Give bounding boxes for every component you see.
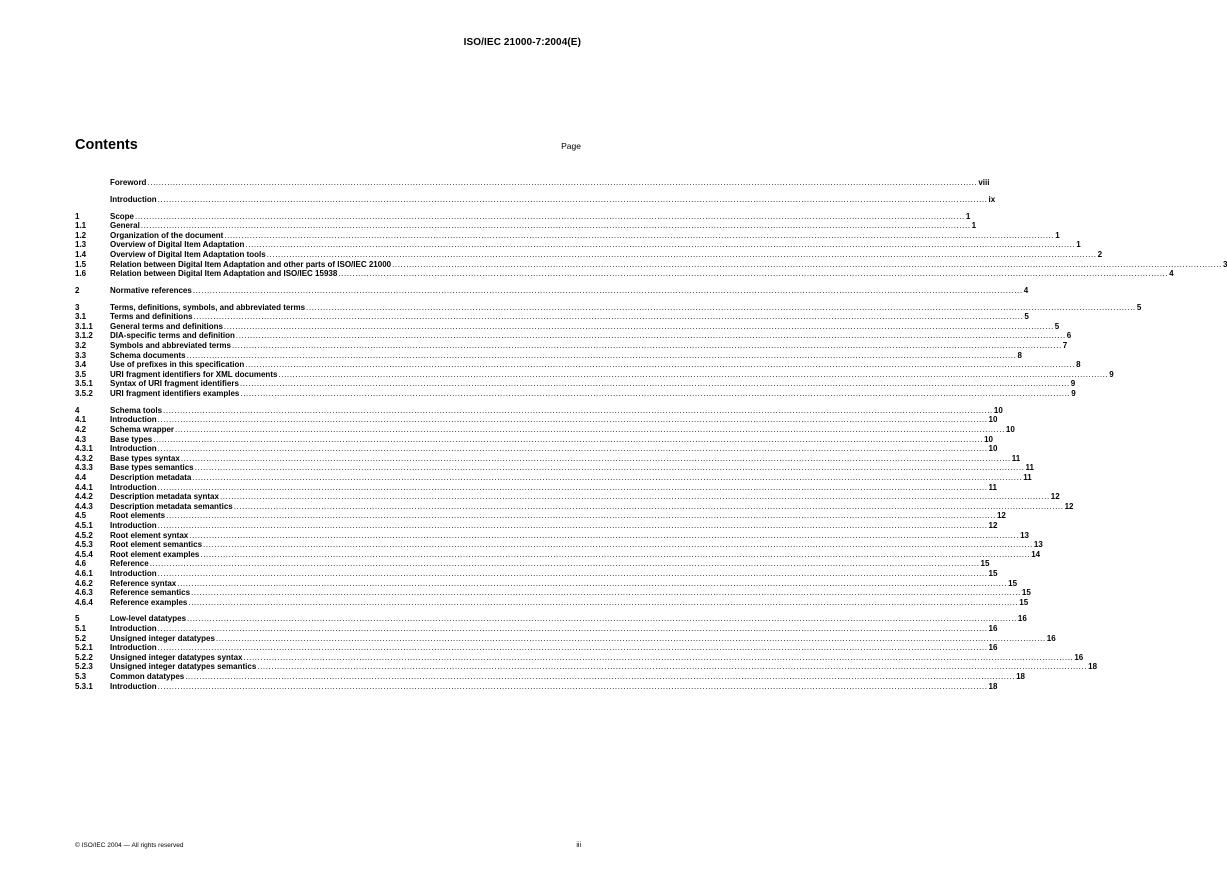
toc-entry-page: 18	[1088, 662, 1098, 672]
toc-dot-leader	[153, 435, 983, 445]
toc-entry[interactable]	[75, 444, 998, 454]
toc-entry-title: Scope	[110, 211, 135, 221]
toc-dot-leader	[194, 312, 1024, 322]
toc-entry-page: 11	[1023, 472, 1032, 482]
toc-entry[interactable]	[75, 415, 998, 425]
toc-entry-title: Introduction	[110, 415, 157, 425]
toc-entry-title: Schema wrapper	[110, 425, 175, 434]
toc-entry-number: 1.4	[75, 249, 87, 259]
toc-entry-number: 4.5.3	[75, 540, 93, 550]
toc-entry-page: 4	[1023, 285, 1029, 295]
toc-dot-leader	[166, 511, 996, 521]
toc-entry[interactable]	[75, 597, 1029, 608]
toc-entry[interactable]	[75, 492, 1060, 502]
toc-entry[interactable]	[75, 588, 1031, 598]
toc-entry[interactable]	[75, 540, 1043, 550]
toc-dot-leader	[175, 425, 1005, 435]
toc-dot-leader	[150, 559, 980, 569]
toc-entry[interactable]	[75, 472, 1032, 483]
toc-entry-number: 4.5.1	[75, 520, 93, 530]
toc-dot-leader	[141, 221, 971, 231]
toc-entry-title: Reference	[110, 559, 149, 569]
toc-entry-title: Use of prefixes in this specification	[110, 360, 245, 370]
toc-entry-page: 5	[1136, 302, 1142, 312]
toc-entry-page: 16	[1074, 652, 1084, 662]
toc-entry-number: 4.5.2	[75, 530, 93, 540]
toc-dot-leader	[195, 463, 1025, 473]
toc-entry-page: viii	[978, 178, 990, 187]
toc-dot-leader	[257, 662, 1087, 672]
toc-entry-page: 13	[1020, 530, 1030, 540]
document-id-header: ISO/IEC 21000-7:2004(E)	[463, 37, 581, 48]
toc-entry[interactable]	[75, 520, 998, 531]
toc-entry-number: 3.1.2	[75, 331, 93, 341]
toc-entry-number: 4.3.2	[75, 453, 93, 463]
toc-entry-title: Symbols and abbreviated terms	[110, 341, 231, 351]
toc-entry[interactable]	[75, 405, 1003, 416]
toc-entry-title: Relation between Digital Item Adaptation and ISO/IEC 15938	[110, 269, 338, 279]
toc-entry[interactable]	[75, 194, 996, 205]
toc-entry-title: URI fragment identifiers examples	[110, 389, 240, 399]
toc-entry-page: 15	[1019, 597, 1029, 607]
toc-dot-leader	[240, 379, 1070, 389]
toc-entry[interactable]	[75, 643, 998, 653]
page-footer	[75, 842, 581, 849]
toc-dot-leader	[163, 406, 993, 416]
toc-entry[interactable]	[75, 331, 1072, 341]
toc-dot-leader	[306, 303, 1136, 313]
toc-entry[interactable]	[75, 453, 1021, 464]
toc-entry-title: General terms and definitions	[110, 321, 223, 331]
toc-entry-number: 5.3	[75, 672, 87, 682]
toc-entry[interactable]	[75, 434, 994, 445]
toc-entry-title: Description metadata	[110, 472, 192, 482]
toc-entry[interactable]	[75, 681, 998, 692]
toc-dot-leader	[234, 502, 1064, 512]
toc-entry-page: 11	[1011, 453, 1021, 463]
toc-entry-title: Introduction	[110, 444, 157, 454]
toc-entry-title: Root elements	[110, 511, 166, 521]
toc-entry[interactable]	[75, 652, 1084, 663]
toc-entry-page: 16	[988, 624, 998, 634]
table-of-contents	[75, 178, 1227, 691]
toc-entry-page: 18	[1016, 672, 1025, 682]
toc-entry[interactable]	[75, 530, 1030, 541]
toc-entry[interactable]	[75, 269, 1174, 279]
toc-entry-title: Reference semantics	[110, 588, 191, 598]
toc-entry[interactable]	[75, 360, 1081, 370]
toc-entry[interactable]	[75, 463, 1034, 473]
toc-entry-page: 9	[1071, 389, 1076, 399]
toc-dot-leader	[192, 473, 1022, 483]
toc-entry[interactable]	[75, 511, 1006, 521]
toc-dot-leader	[200, 550, 1030, 560]
toc-dot-leader	[158, 624, 988, 634]
toc-entry-title: Unsigned integer datatypes syntax	[110, 652, 243, 662]
toc-dot-leader	[188, 598, 1018, 608]
toc-entry-number: 4.3.1	[75, 444, 93, 454]
toc-entry-page: 10	[993, 405, 1003, 415]
toc-entry[interactable]	[75, 369, 1114, 380]
toc-entry-page: 9	[1070, 379, 1076, 389]
toc-entry-title: Overview of Digital Item Adaptation tools	[110, 249, 266, 259]
toc-entry-page: 12	[1064, 501, 1074, 511]
toc-entry-title: Base types syntax	[110, 453, 180, 463]
toc-entry-number: 3	[75, 302, 80, 312]
toc-entry-title: Introduction	[110, 568, 157, 578]
toc-dot-leader	[135, 212, 965, 222]
toc-entry[interactable]	[75, 211, 971, 222]
toc-dot-leader	[177, 579, 1007, 589]
toc-dot-leader	[245, 240, 1075, 250]
toc-entry-page: 1	[1076, 240, 1081, 250]
toc-entry-page: 14	[1031, 549, 1041, 559]
toc-entry-number: 4.6	[75, 559, 87, 569]
toc-dot-leader	[338, 269, 1168, 279]
toc-entry-number: 5.1	[75, 624, 87, 634]
toc-entry-title: Foreword	[110, 178, 147, 187]
toc-entry-number: 3.5	[75, 369, 87, 379]
toc-entry-page: 5	[1024, 312, 1029, 322]
toc-entry-number: 1.2	[75, 230, 87, 240]
toc-entry-page: 12	[988, 520, 998, 530]
toc-entry-page: 1	[1055, 230, 1060, 240]
toc-entry-number: 1.5	[75, 259, 87, 269]
toc-entry-title: Reference syntax	[110, 578, 177, 588]
toc-entry[interactable]	[75, 341, 1068, 351]
toc-entry-number: 1.3	[75, 240, 87, 250]
toc-entry-page: 12	[996, 511, 1006, 521]
toc-entry-title: Organization of the document	[110, 230, 224, 240]
toc-dot-leader	[158, 569, 988, 579]
toc-dot-leader	[392, 260, 1222, 270]
toc-dot-leader	[245, 360, 1075, 370]
toc-dot-leader	[267, 250, 1097, 260]
toc-dot-leader	[220, 492, 1050, 502]
toc-entry-title: Introduction	[110, 643, 157, 653]
page-column-label: Page	[561, 141, 581, 151]
toc-entry-number: 4.3	[75, 434, 87, 444]
toc-entry-number: 4	[75, 405, 80, 415]
toc-entry-number: 3.3	[75, 350, 87, 360]
toc-entry-page: 15	[980, 559, 990, 569]
toc-entry-page: 13	[1033, 540, 1043, 550]
toc-entry[interactable]	[75, 240, 1081, 250]
toc-entry-title: Syntax of URI fragment identifiers	[110, 379, 239, 389]
toc-entry-title: Root element semantics	[110, 540, 203, 550]
toc-entry[interactable]	[75, 559, 990, 569]
toc-entry-number: 4.3.3	[75, 463, 93, 473]
toc-entry-page: 10	[988, 415, 998, 425]
toc-entry-page: 9	[1109, 369, 1114, 379]
toc-entry[interactable]	[75, 379, 1076, 389]
toc-entry-number: 4.6.4	[75, 597, 93, 607]
toc-entry-title: Overview of Digital Item Adaptation	[110, 240, 245, 250]
toc-entry-page: 15	[1021, 588, 1031, 598]
toc-dot-leader	[158, 415, 988, 425]
toc-entry-title: Description metadata semantics	[110, 501, 233, 511]
toc-entry-page: 8	[1017, 350, 1022, 360]
toc-entry-title: Description metadata syntax	[110, 492, 219, 502]
toc-entry-title: Base types semantics	[110, 463, 194, 473]
toc-entry[interactable]	[75, 614, 1027, 624]
toc-entry-title: Relation between Digital Item Adaptation and other parts of ISO/IEC 21000	[110, 259, 392, 269]
toc-entry-number: 4.5	[75, 511, 87, 521]
toc-entry-number: 5.2.2	[75, 652, 93, 662]
toc-dot-leader	[158, 195, 988, 205]
toc-entry-number: 4.6.1	[75, 568, 93, 578]
toc-entry[interactable]	[75, 312, 1029, 322]
toc-entry-page: 10	[988, 444, 998, 454]
toc-dot-leader	[187, 614, 1017, 624]
toc-entry-title: Schema tools	[110, 405, 163, 415]
toc-entry-title: Normative references	[110, 285, 192, 295]
toc-entry-page: 5	[1054, 321, 1060, 331]
toc-entry[interactable]	[75, 662, 1098, 672]
toc-dot-leader	[224, 231, 1054, 241]
toc-entry-title: Common datatypes	[110, 672, 185, 682]
toc-entry-page: 6	[1066, 331, 1072, 341]
toc-entry-number: 5.2.1	[75, 643, 93, 653]
toc-entry[interactable]	[75, 578, 1018, 589]
toc-entry-number: 4.1	[75, 415, 87, 425]
toc-dot-leader	[240, 389, 1070, 399]
toc-entry-page: 15	[988, 568, 998, 578]
toc-entry-page: 16	[1017, 614, 1027, 624]
toc-entry-page: ix	[988, 194, 996, 204]
toc-entry-page: 15	[1008, 578, 1018, 588]
toc-entry-title: Base types	[110, 434, 153, 444]
toc-entry-title: Unsigned integer datatypes	[110, 633, 215, 643]
toc-dot-leader	[203, 540, 1033, 550]
toc-entry-number: 3.4	[75, 360, 87, 370]
toc-dot-leader	[191, 588, 1021, 598]
toc-entry-number: 5.2	[75, 633, 87, 643]
toc-entry-title: Root element examples	[110, 549, 200, 559]
toc-entry-page: 11	[1025, 463, 1034, 473]
toc-entry-number: 5.3.1	[75, 681, 93, 691]
toc-entry[interactable]	[75, 259, 1227, 270]
toc-entry-number: 5.2.3	[75, 662, 93, 672]
toc-entry-page: 3	[1222, 259, 1227, 269]
toc-entry[interactable]	[75, 302, 1142, 313]
toc-dot-leader	[216, 634, 1046, 644]
toc-dot-leader	[236, 331, 1066, 341]
toc-entry[interactable]	[75, 482, 997, 493]
toc-entry-page: 1	[971, 221, 977, 231]
toc-entry[interactable]	[75, 501, 1074, 512]
toc-entry-number: 4.4.2	[75, 492, 93, 502]
toc-entry-number: 4.5.4	[75, 549, 93, 559]
toc-entry-title: Root element syntax	[110, 530, 189, 540]
toc-entry-page: 2	[1097, 249, 1103, 259]
contents-title: Contents	[75, 137, 138, 153]
toc-entry-page: 16	[988, 643, 998, 653]
toc-entry[interactable]	[75, 624, 998, 634]
toc-entry-title: General	[110, 221, 140, 231]
toc-entry[interactable]	[75, 568, 998, 579]
toc-dot-leader	[181, 454, 1011, 464]
toc-entry-number: 3.2	[75, 341, 87, 351]
toc-entry-title: Introduction	[110, 624, 157, 634]
toc-dot-leader	[158, 643, 988, 653]
toc-entry-page: 11	[988, 482, 997, 492]
toc-dot-leader	[187, 351, 1017, 361]
toc-entry-title: Terms, definitions, symbols, and abbreviated terms	[110, 302, 306, 312]
toc-entry-title: DIA-specific terms and definition	[110, 331, 235, 341]
toc-dot-leader	[232, 341, 1062, 351]
toc-entry-page: 12	[1050, 492, 1060, 502]
toc-entry-page: 4	[1169, 269, 1174, 279]
toc-entry[interactable]	[75, 321, 1060, 332]
toc-entry-title: Introduction	[110, 520, 157, 530]
toc-entry-number: 2	[75, 285, 80, 295]
toc-entry-title: Terms and definitions	[110, 312, 193, 322]
contents-heading	[75, 137, 581, 153]
toc-entry-number: 3.5.1	[75, 379, 93, 389]
toc-entry-number: 4.4.1	[75, 482, 93, 492]
toc-entry-number: 4.2	[75, 425, 87, 434]
toc-entry[interactable]	[75, 672, 1025, 682]
toc-dot-leader	[243, 653, 1073, 663]
toc-entry-number: 3.5.2	[75, 389, 93, 399]
toc-entry-number: 3.1	[75, 312, 87, 322]
toc-entry[interactable]	[75, 633, 1056, 644]
toc-entry[interactable]	[75, 549, 1041, 560]
toc-dot-leader	[185, 672, 1015, 682]
toc-dot-leader	[158, 521, 988, 531]
toc-entry-title: Introduction	[110, 681, 157, 691]
toc-entry-number: 5	[75, 614, 80, 624]
copyright-notice: © ISO/IEC 2004 — All rights reserved	[75, 842, 184, 849]
toc-entry-page: 1	[965, 211, 971, 221]
toc-entry-title: Low-level datatypes	[110, 614, 187, 624]
footer-page-number: iii	[576, 842, 581, 849]
toc-dot-leader	[193, 286, 1023, 296]
toc-entry[interactable]	[75, 249, 1103, 260]
toc-dot-leader	[189, 531, 1019, 541]
toc-dot-leader	[147, 178, 977, 188]
toc-entry-title: Unsigned integer datatypes semantics	[110, 662, 257, 672]
toc-entry-page: 18	[988, 681, 998, 691]
toc-entry[interactable]	[75, 389, 1076, 399]
toc-entry-number: 1.6	[75, 269, 87, 279]
toc-entry-page: 16	[1046, 633, 1056, 643]
toc-entry-title: Introduction	[110, 194, 157, 204]
toc-entry-page: 7	[1062, 341, 1068, 351]
toc-entry-title: Schema documents	[110, 350, 186, 360]
toc-entry[interactable]	[75, 230, 1060, 241]
toc-entry[interactable]	[75, 350, 1022, 361]
toc-dot-leader	[224, 322, 1054, 332]
toc-entry-number: 4.6.3	[75, 588, 93, 598]
toc-entry[interactable]	[75, 425, 1015, 435]
toc-entry-title: Reference examples	[110, 597, 188, 607]
toc-entry-title: Introduction	[110, 482, 157, 492]
toc-entry-number: 4.6.2	[75, 578, 93, 588]
toc-entry-number: 4.4	[75, 472, 87, 482]
toc-dot-leader	[158, 682, 988, 692]
toc-entry-number: 1.1	[75, 221, 87, 231]
toc-dot-leader	[278, 370, 1108, 380]
toc-entry[interactable]	[75, 221, 977, 231]
toc-entry-number: 1	[75, 211, 80, 221]
toc-entry-title: URI fragment identifiers for XML documents	[110, 369, 278, 379]
toc-entry-page: 10	[1005, 425, 1015, 434]
toc-entry-number: 4.4.3	[75, 501, 93, 511]
toc-entry[interactable]	[75, 178, 990, 188]
toc-dot-leader	[158, 483, 988, 493]
toc-entry-page: 10	[984, 434, 994, 444]
toc-entry[interactable]	[75, 285, 1029, 296]
toc-dot-leader	[158, 444, 988, 454]
toc-entry-number: 3.1.1	[75, 321, 93, 331]
toc-entry-page: 8	[1076, 360, 1081, 370]
